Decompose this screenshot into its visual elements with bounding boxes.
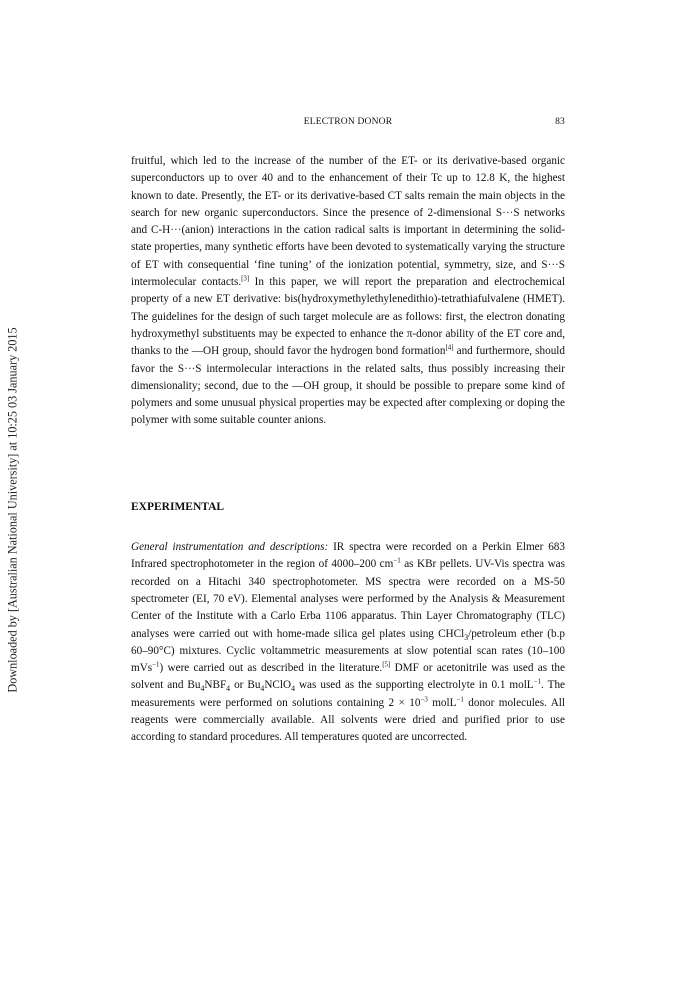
body-text: ) were carried out as described in the literature. [159,662,383,675]
experimental-paragraph [131,539,565,747]
subscript: 4 [200,684,205,694]
body-text: IR spectra were recorded on a Perkin Elmer 683 Infrared spectrophotometer in the region of 4000–200 cm [131,541,565,571]
body-text: NClO [264,679,292,692]
body-text: molL [427,696,457,709]
page-number: 83 [555,117,565,127]
citation-4: [4] [445,343,454,352]
running-title: ELECTRON DONOR [303,117,393,127]
intro-text: fruitful, which led to the increase of the number of the ET- or its derivative-based organic superconductors up to over 40 and to the enhancement of their Tc up to 12.8 K, the highest known to date. Presently, the ET- or its derivative-based CT salts remain the main objects in the search for new organic superconductors. Since the presence of 2-dimensional S···S networks and C-H···(anion) interactions in the cation radical salts is important in determining the solid-state properties, many synthetic efforts have been devoted to systematically varying the structure of ET with consequential ‘fine tuning’ of the ionization potential, symmetry, size, and S···S intermolecular contacts. [131,155,565,289]
body-text: . The measurements were performed on solutions containing 2 × 10 [131,679,566,709]
superscript: −3 [420,694,428,703]
superscript: −1 [533,677,542,686]
body-text: /petroleum ether (b.p 60–90°C) mixtures. Cyclic voltammetric measurements at slow potential scan rates (10–100 mVs [131,627,565,675]
section-heading-experimental: EXPERIMENTAL [131,500,225,513]
running-header [131,117,565,131]
citation-3: [3] [241,274,250,283]
page-body [131,153,565,747]
subscript: 4 [226,684,231,694]
body-text: NBF [204,679,227,692]
intro-text: In this paper, we will report the preparation and electrochemical property of a new ET derivative: bis(hydroxymethylethylenedithio)-tetrathiafulvalene (HMET). The guidelines for the design of such target molecule are as follows: first, the electron donating hydroxymethyl substituents may be expected to enhance the π-donor ability of the ET core and, thanks to the —OH group, should favor the hydrogen bond formation [131,276,565,358]
citation-5: [5] [382,660,391,669]
body-text: was used as the supporting electrolyte in 0.1 molL [295,679,534,692]
body-text: DMF or acetonitrile was used as the solvent and Bu [131,662,565,692]
download-note: Downloaded by [Australian National University] at 10:25 03 January 2015 [5,327,20,693]
subscript: 4 [260,684,265,694]
superscript: −1 [393,556,401,565]
body-text: or Bu [230,679,261,692]
subscript: 3 [464,632,469,642]
download-watermark [6,110,20,910]
intro-paragraph [131,153,565,430]
body-text: donor molecules. All reagents were commercially available. All solvents were dried and purified prior to use according to standard procedures. All temperatures quoted are uncorrected. [131,696,565,744]
superscript: −1 [152,660,160,669]
superscript: −1 [456,694,464,703]
runin-heading: General instrumentation and descriptions: [131,541,329,554]
subscript: 4 [291,684,295,694]
intro-text: and furthermore, should favor the S···S intermolecular interactions in the related salts, thus possibly increasing their dimensionality; second, due to the —OH group, it should be possible to prepare some kind of polymers and some unusual physical properties may be expected after complexing or doping the polymer with some suitable counter anions. [131,345,565,427]
body-text: as KBr pellets. UV-Vis spectra was recorded on a Hitachi 340 spectrophotometer. MS spectra were recorded on a MS-50 spectrometer (EI, 70 eV). Elemental analyses were performed by the Analysis & Measurement Center of the Institute with a Carlo Erba 1106 apparatus. Thin Layer Chromatography (TLC) analyses were carried out with home-made silica gel plates using CHCl [131,558,566,640]
